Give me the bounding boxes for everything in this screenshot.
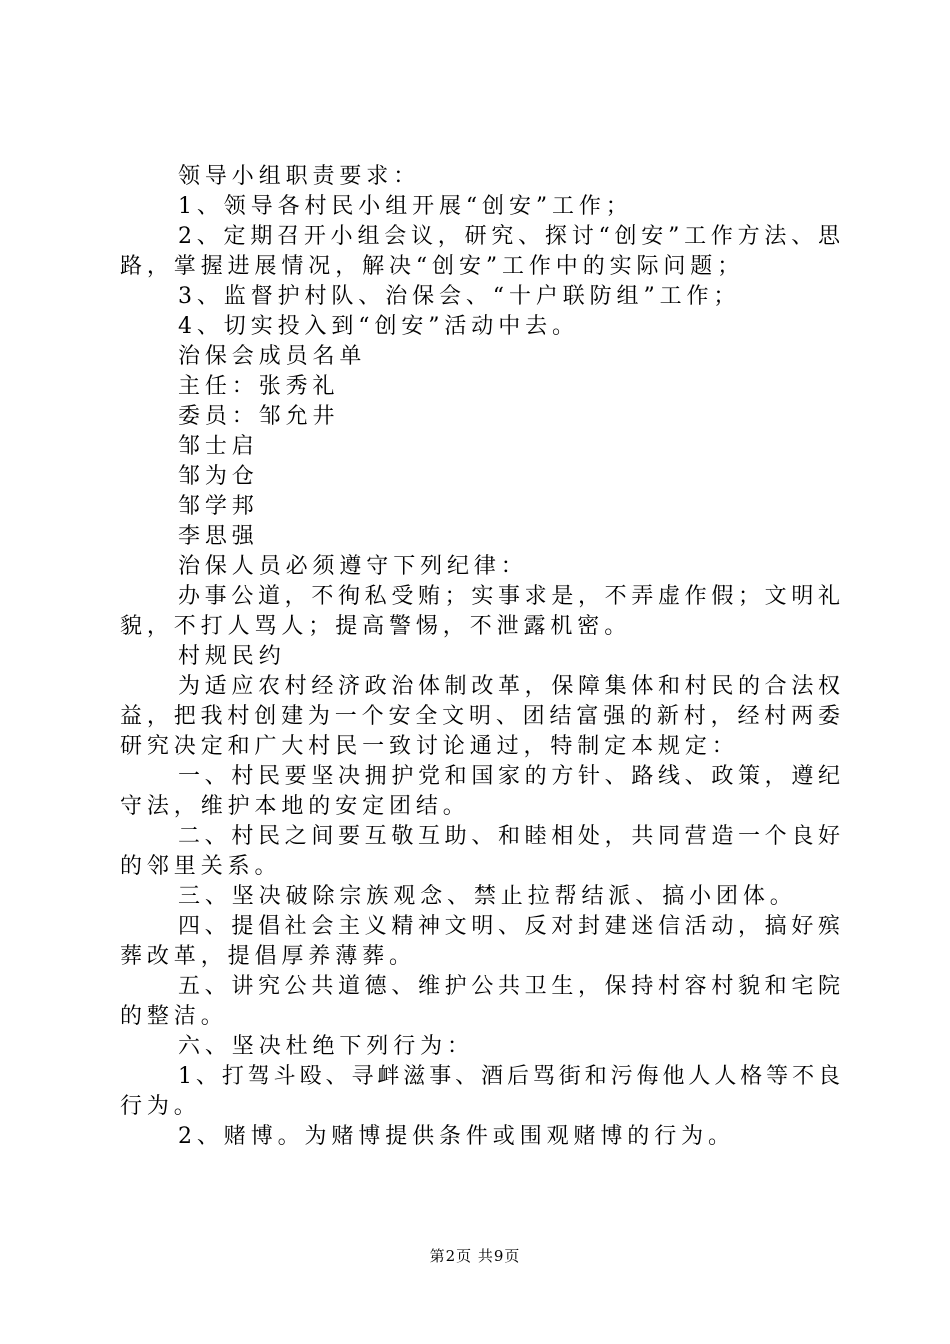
section-heading: 治保人员必须遵守下列纪律：	[178, 554, 528, 579]
paragraph-line: 4、切实投入到“创安”活动中去。	[178, 314, 579, 339]
paragraph-line: 1、打驾斗殴、寻衅滋事、酒后骂街和污侮他人人格等不良	[178, 1064, 840, 1089]
paragraph-line: 一、村民要坚决拥护党和国家的方针、路线、政策，遵纪	[178, 764, 840, 789]
paragraph-line: 守法，维护本地的安定团结。	[120, 794, 470, 819]
section-heading: 领导小组职责要求：	[178, 164, 421, 189]
paragraph-line: 六、坚决杜绝下列行为：	[178, 1034, 474, 1059]
paragraph-line: 二、村民之间要互敬互助、和睦相处，共同营造一个良好	[178, 824, 840, 849]
member-line: 李思强	[178, 524, 259, 549]
paragraph-line: 2、定期召开小组会议，研究、探讨“创安”工作方法、思	[178, 224, 840, 249]
member-line: 邹学邦	[178, 494, 259, 519]
paragraph-line: 葬改革，提倡厚养薄葬。	[120, 944, 416, 969]
member-line: 邹为仓	[178, 464, 259, 489]
section-heading: 治保会成员名单	[178, 344, 367, 369]
paragraph-line: 路，掌握进展情况，解决“创安”工作中的实际问题；	[120, 254, 745, 279]
member-line: 委员：邹允井	[178, 404, 340, 429]
member-line: 主任：张秀礼	[178, 374, 340, 399]
paragraph-line: 办事公道，不徇私受贿；实事求是，不弄虚作假；文明礼	[178, 584, 840, 609]
section-heading: 村规民约	[178, 644, 286, 669]
paragraph-line: 五、讲究公共道德、维护公共卫生，保持村容村貌和宅院	[178, 974, 840, 999]
paragraph-line: 的邻里关系。	[120, 854, 282, 879]
paragraph-line: 为适应农村经济政治体制改革，保障集体和村民的合法权	[178, 674, 840, 699]
paragraph-line: 2、赌博。为赌博提供条件或围观赌博的行为。	[178, 1124, 735, 1149]
paragraph-line: 益，把我村创建为一个安全文明、团结富强的新村，经村两委	[120, 704, 840, 729]
page-number-footer: 第2页 共9页	[429, 1247, 521, 1265]
document-body	[120, 162, 840, 1152]
paragraph-line: 1、领导各村民小组开展“创安”工作；	[178, 194, 633, 219]
paragraph-line: 的整洁。	[120, 1004, 228, 1029]
paragraph-line: 貌，不打人骂人；提高警惕，不泄露机密。	[120, 614, 632, 639]
paragraph-line: 3、监督护村队、治保会、“十户联防组”工作；	[178, 284, 741, 309]
paragraph-line: 研究决定和广大村民一致讨论通过，特制定本规定：	[120, 734, 739, 759]
paragraph-line: 三、坚决破除宗族观念、禁止拉帮结派、搞小团体。	[178, 884, 797, 909]
paragraph-line: 行为。	[120, 1094, 201, 1119]
member-line: 邹士启	[178, 434, 259, 459]
paragraph-line: 四、提倡社会主义精神文明、反对封建迷信活动，搞好殡	[178, 914, 840, 939]
